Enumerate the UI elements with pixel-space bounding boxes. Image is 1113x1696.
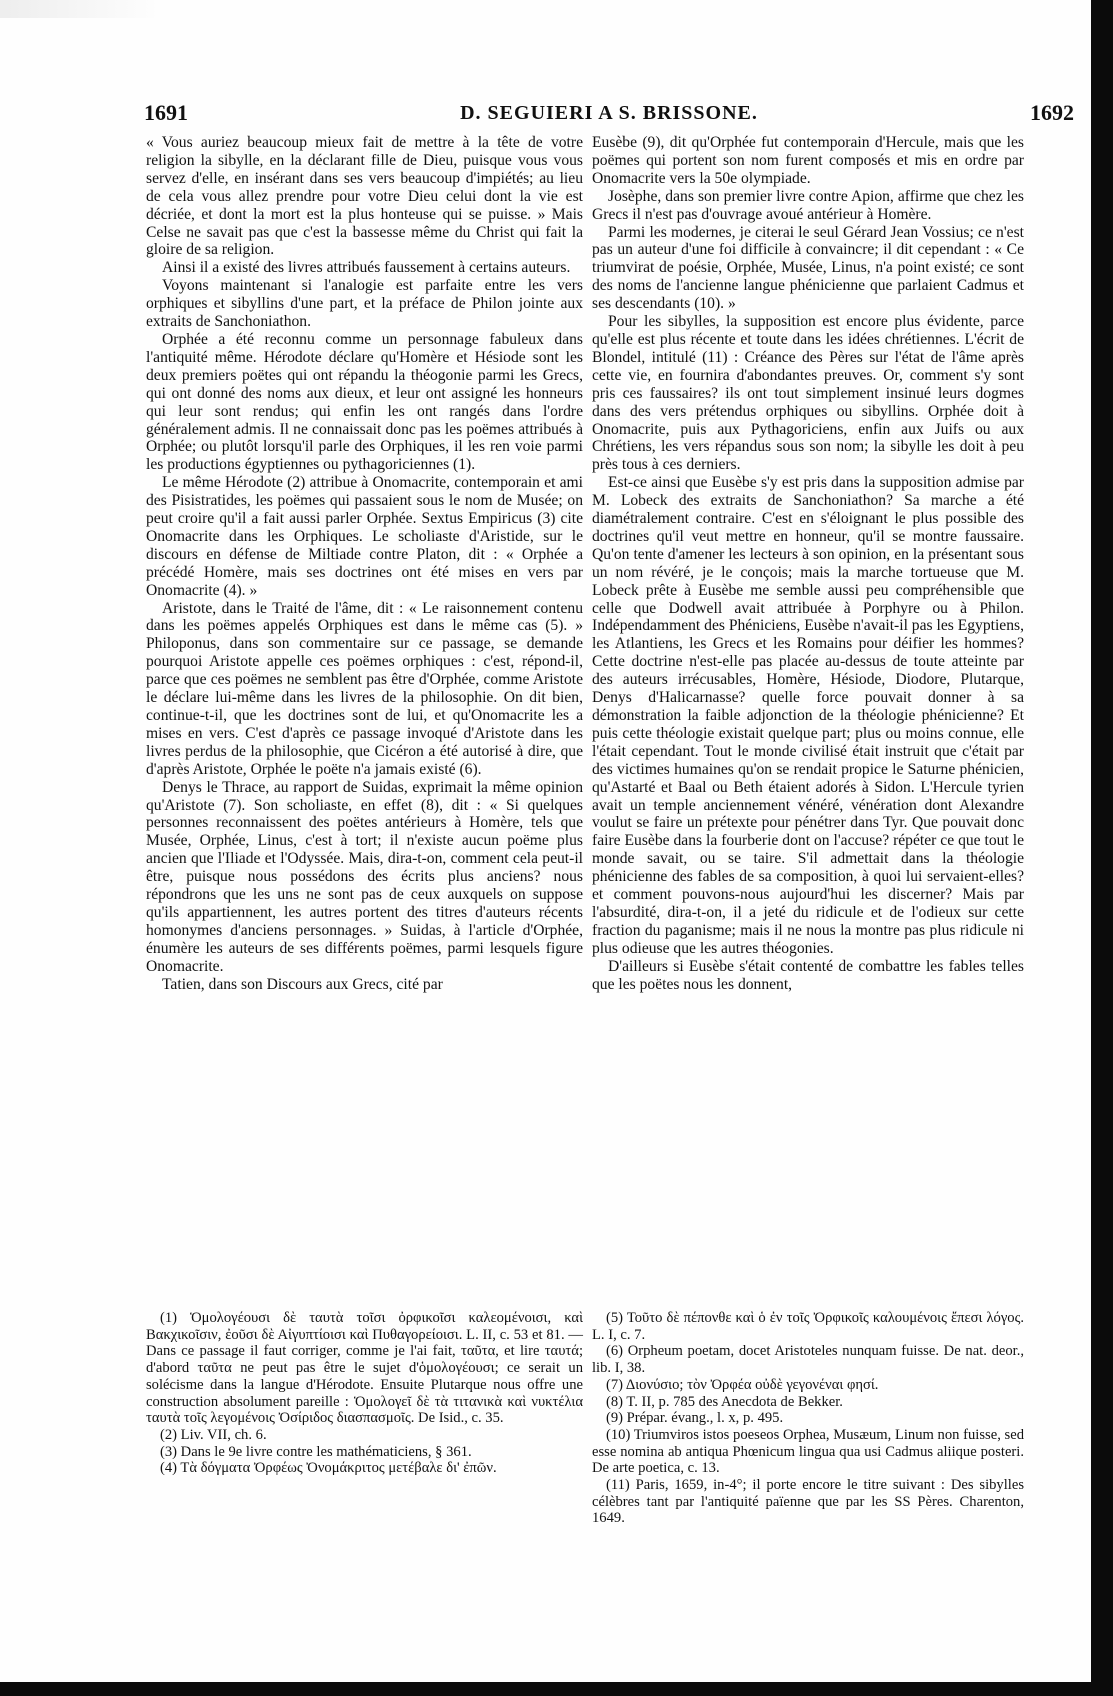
paragraph: « Vous auriez beaucoup mieux fait de mettre à la tête de votre religion la sibylle, en la déclarant fille de Dieu, puisque vous vous servez d'elle, en insérant dans ses vers beaucoup d'impiétés; au lieu de cela vous allez prendre pour votre Dieu celui dont la vie est décriée, et dont la mort est la plus honteuse qui se puisse. » Mais Celse ne savait pas que c'est la bassesse même du Christ qui fait la gloire de sa religion. bbox=[146, 134, 583, 259]
left-column bbox=[146, 134, 583, 994]
scan-smudge bbox=[0, 0, 160, 18]
paragraph: Pour les sibylles, la supposition est encore plus évidente, parce qu'elle est plus récente et toute dans les idées chrétiennes. L'écrit de Blondel, intitulé (11) : Créance des Pères sur l'état de l'âme après cette vie, en fournira d'abondantes preuves. Or, comment s'y sont pris ces faussaires? ils ont tout simplement insinué leurs dogmes dans des vers prétendus orphiques ou sibyllins. Orphée doit à Onomacrite, puis aux Pythagoriciens, enfin aux Juifs ou aux Chrétiens, les vers répandus sous son nom; la sibylle les doit à peu près tous à ces derniers. bbox=[592, 313, 1024, 474]
footnote: (2) Liv. VII, ch. 6. bbox=[160, 1426, 267, 1443]
paragraph: Voyons maintenant si l'analogie est parfaite entre les vers orphiques et sibyllins d'une part, et la préface de Philon jointe aux extraits de Sanchoniathon. bbox=[146, 277, 583, 331]
footnote: (9) Prépar. évang., l. x, p. 495. bbox=[606, 1410, 784, 1427]
running-title: D. SEGUIERI A S. BRISSONE. bbox=[460, 102, 758, 124]
footnotes-left bbox=[146, 1310, 583, 1477]
paragraph: Tatien, dans son Discours aux Grecs, cité par bbox=[162, 975, 443, 993]
footnote: (11) Paris, 1659, in-4°; il porte encore le titre suivant : Des sibylles célèbres tant par l'antiquité païenne que par les SS Pères. Charenton, 1649. bbox=[592, 1477, 1024, 1527]
running-header bbox=[144, 100, 1074, 132]
page-number-left: 1691 bbox=[144, 100, 188, 125]
footnote: (6) Orpheum poetam, docet Aristoteles nunquam fuisse. De nat. deor., lib. I, 38. bbox=[592, 1343, 1024, 1377]
footnote: (1) Ὁμολογέουσι δὲ ταυτὰ τοῖσι ὀρφικοῖσι καλεομένοισι, καὶ Βακχικοῖσιν, ἐοῦσι δὲ Αἰγυπτίοισι καὶ Πυθαγορείοισι. L. II, c. 53 et 81. — Dans ce passage il faut corriger, comme je l'ai fait, ταῦτα, et lire ταυτά; d'abord ταῦτα ne peut pas être le sujet d'ὁμολογέουσι; ce serait un solécisme dans la langue d'Hérodote. Ensuite Plutarque nous offre une construction absolument pareille : Ὁμολογεῖ δὲ τὰ τιτανικὰ καὶ νυκτέλια ταυτὰ τοῖς λεγομένοις Ὀσίριδος διασπασμοῖς. De Isid., c. 35. bbox=[146, 1310, 583, 1427]
scan-border-bottom bbox=[0, 1682, 1113, 1696]
scan-border-right bbox=[1091, 0, 1113, 1696]
page-number-right: 1692 bbox=[1030, 100, 1074, 125]
footnotes-right bbox=[592, 1310, 1024, 1527]
footnote: (5) Τοῦτο δὲ πέπονθε καὶ ὁ ἐν τοῖς Ὀρφικοῖς καλουμένοις ἔπεσι λόγος. L. I, c. 7. bbox=[592, 1310, 1024, 1343]
footnote: (4) Τὰ δόγματα Ὀρφέως Ὀνομάκριτος μετέβαλε δι' ἐπῶν. bbox=[160, 1460, 497, 1477]
paragraph: Le même Hérodote (2) attribue à Onomacrite, contemporain et ami des Pisistratides, les poëmes qui passaient sous le nom de Musée; on peut croire qu'il a fait aussi parler Orphée. Sextus Empiricus (3) cite Onomacrite dans les Orphiques. Le scholiaste d'Aristide, sur le discours en défense de Miltiade contre Platon, dit : « Orphée a précédé Homère, mais ses doctrines ont été mises en vers par Onomacrite (4). » bbox=[146, 474, 583, 599]
paragraph: Eusèbe (9), dit qu'Orphée fut contemporain d'Hercule, mais que les poëmes qui portent son nom furent composés et mis en ordre par Onomacrite vers la 50e olympiade. bbox=[592, 134, 1024, 187]
paragraph: Orphée a été reconnu comme un personnage fabuleux dans l'antiquité même. Hérodote déclare qu'Homère et Hésiode sont les deux premiers poëtes qui ont répandu la théogonie parmi les Grecs, qui ont donné des noms aux dieux, et leur ont assigné les honneurs qui leur sont rendus; qui enfin les ont rangés dans l'ordre généralement admis. Il ne connaissait donc pas les poëmes attribués à Orphée; ou plutôt lorsqu'il parle des Orphiques, il les ren voie parmi les productions égyptiennes ou pythagoriciennes (1). bbox=[146, 330, 583, 474]
footnote: (8) T. II, p. 785 des Anecdota de Bekker. bbox=[606, 1393, 843, 1410]
footnote: (3) Dans le 9e livre contre les mathématiciens, § 361. bbox=[160, 1443, 472, 1460]
right-column bbox=[592, 134, 1024, 994]
paragraph: Josèphe, dans son premier livre contre Apion, affirme que chez les Grecs il n'est pas d'ouvrage avoué antérieur à Homère. bbox=[592, 187, 1024, 223]
footnote: (7) Διονύσιο; τὸν Ὀρφέα οὐδὲ γεγονέναι φησί. bbox=[606, 1376, 879, 1393]
paragraph: Parmi les modernes, je citerai le seul Gérard Jean Vossius; ce n'est pas un auteur d'une foi difficile à convaincre; il dit cependant : « Ce triumvirat de poésie, Orphée, Musée, Linus, n'a point existé; ce sont des noms de l'ancienne langue phénicienne que parlaient Cadmus et ses descendants (10). » bbox=[592, 223, 1024, 313]
paragraph: D'ailleurs si Eusèbe s'était contenté de combattre les fables telles que les poëtes nous les donnent, bbox=[592, 957, 1024, 993]
footnote: (10) Triumviros istos poeseos Orphea, Musæum, Linum non fuisse, sed esse nomina ab antiqua Phœnicum lingua qua usi Cadmus aliique posteri. De arte poetica, c. 13. bbox=[592, 1426, 1024, 1477]
paragraph: Est-ce ainsi que Eusèbe s'y est pris dans la supposition admise par M. Lobeck des extraits de Sanchoniathon? Sa marche a été diamétralement contraire. C'est en s'éloignant le plus possible des doctrines qu'il veut mettre en honneur, qu'il se montre faussaire. Qu'on tente d'amener les lecteurs à son opinion, en la présentant sous un nom révéré, je le conçois; mais la marche tortueuse que M. Lobeck prête à Eusèbe me semble aussi peu compréhensible que celle que Dodwell avait attribuée à Porphyre ou à Philon. Indépendamment des Phéniciens, Eusèbe n'avait-il pas les Egyptiens, les Atlantiens, les Grecs et les Romains pour déifier les hommes? Cette doctrine n'est-elle pas placée au-dessus de toute atteinte par des auteurs irrécusables, Homère, Hésiode, Diodore, Plutarque, Denys d'Halicarnasse? quelle force pouvait donner à sa démonstration la faible adjonction de la théologie phénicienne? Et puis cette théologie existait quelque part; plus ou moins connue, elle l'était cependant. Tout le monde civilisé était instruit que c'était par des victimes humaines qu'on se rendait propice le Saturne phénicien, qu'Astarté et Baal ou Beth étaient adorés à Sidon. L'Hercule tyrien avait un temple anciennement vénéré, vénération dont Alexandre voulut se faire un prétexte pour pénétrer dans Tyr. Que pouvait donc faire Eusèbe dans la fourberie dont on l'accuse? répéter ce que tout le monde savait, ou se taire. S'il admettait dans la théologie phénicienne des fables de sa composition, à quoi lui servaient-elles? et comment pouvons-nous aujourd'hui les discerner? Mais par l'absurdité, dira-t-on, il a jeté du ridicule et de l'odieux sur cette fraction du paganisme; mais il ne nous la montre pas plus ridicule ni plus odieuse que les autres théogonies. bbox=[592, 474, 1024, 957]
paragraph: Aristote, dans le Traité de l'âme, dit : « Le raisonnement contenu dans les poëmes appelés Orphiques est dans le même cas (5). » Philoponus, dans son commentaire sur ce passage, se demande pourquoi Aristote appelle ces poëmes orphiques : c'est, répond-il, parce que ces poëmes ne semblent pas être d'Orphée, comme Aristote le déclare lui-même dans les livres de la philosophie. On dit bien, continue-t-il, que les doctrines sont de lui, et qu'Onomacrite les a mises en vers. C'est d'après ce passage invoqué d'Aristote dans les livres perdus de la philosophie, que Cicéron a été autorisé à dire, que d'après Aristote, Orphée le poëte n'a jamais existé (6). bbox=[146, 599, 583, 778]
paragraph: Denys le Thrace, au rapport de Suidas, exprimait la même opinion qu'Aristote (7). Son scholiaste, en effet (8), dit : « Si quelques personnes reconnaissent des poëtes antérieurs à Homère, tels que Musée, Orphée, Linus, c'est à tort; il n'existe aucun poëme plus ancien que l'Iliade et l'Odyssée. Mais, dira-t-on, comment cela peut-il être, puisque nous possédons des écrits plus anciens? nous répondrons que les uns ne sont pas de ceux auxquels on suppose qu'ils appartiennent, les autres portent des titres d'auteurs récents homonymes d'anciens personnages. » Suidas, à l'article d'Orphée, énumère les auteurs de ses différents poëmes, parmi lesquels figure Onomacrite. bbox=[146, 778, 583, 975]
paragraph: Ainsi il a existé des livres attribués faussement à certains auteurs. bbox=[162, 259, 571, 277]
